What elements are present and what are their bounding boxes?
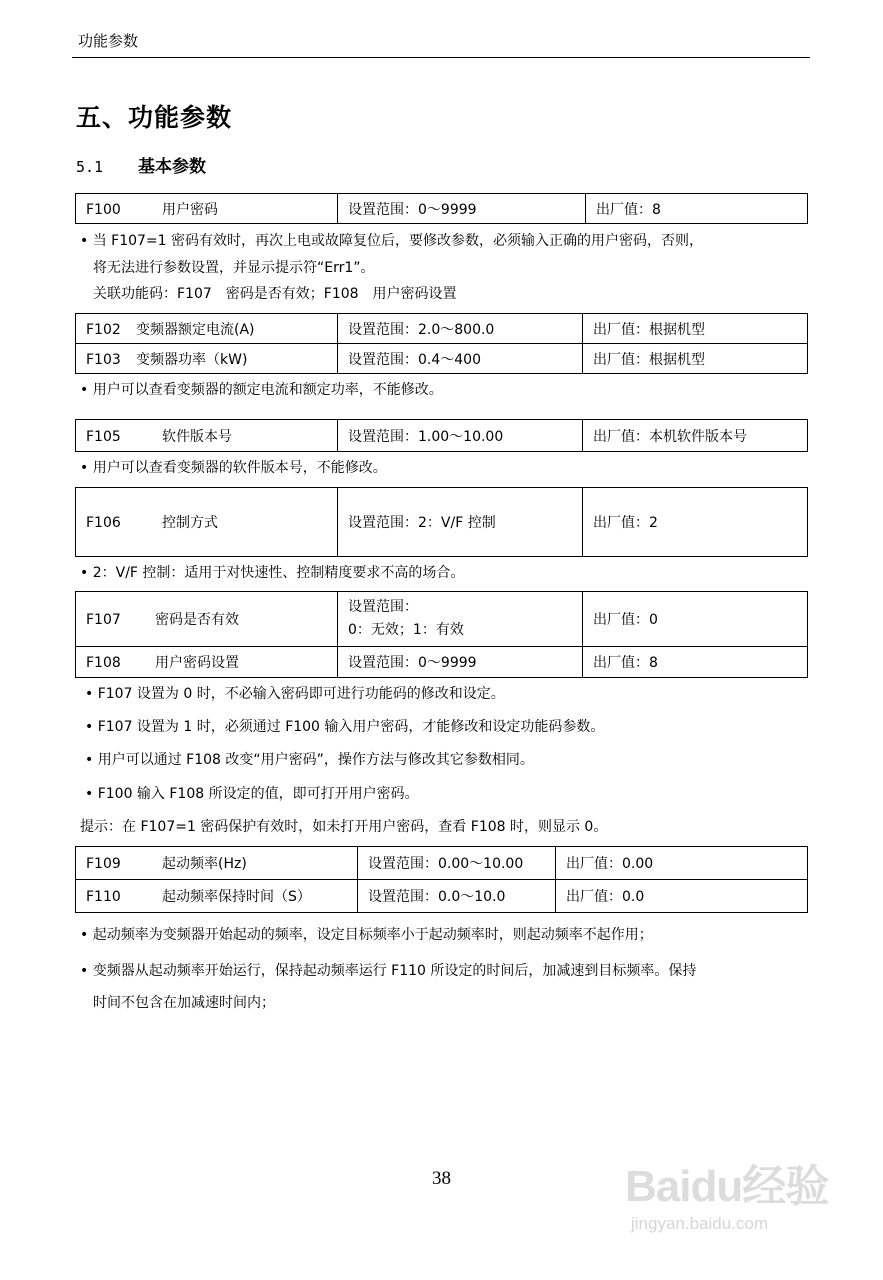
section-title: 基本参数 bbox=[138, 157, 206, 177]
param-table-f102-f103 bbox=[75, 313, 808, 374]
param-range-values: 0：无效；1：有效 bbox=[348, 622, 464, 638]
param-name: 起动频率保持时间（S） bbox=[162, 889, 311, 905]
hint-line: 提示：在 F107=1 密码保护有效时，如未打开用户密码，查看 F108 时，则显示 0。 bbox=[80, 819, 608, 835]
param-table-f100 bbox=[75, 193, 808, 224]
table-row bbox=[76, 647, 808, 678]
note-line: • 起动频率为变频器开始起动的频率，设定目标频率小于起动频率时，则起动频率不起作用； bbox=[80, 927, 653, 943]
note-line: • F107 设置为 0 时，不必输入密码即可进行功能码的修改和设定。 bbox=[85, 686, 505, 702]
param-table-f106 bbox=[75, 487, 808, 557]
param-range: 设置范围：1.00～10.00 bbox=[338, 420, 583, 452]
note-line: • 用户可以通过 F108 改变“用户密码”，操作方法与修改其它参数相同。 bbox=[85, 752, 534, 768]
page-number: 38 bbox=[432, 1168, 451, 1189]
param-code: F106 bbox=[86, 515, 121, 531]
param-cell-code-name bbox=[76, 344, 338, 374]
section-number: 5.1 bbox=[76, 158, 104, 176]
param-cell-code-name bbox=[76, 488, 338, 557]
param-name: 软件版本号 bbox=[162, 428, 232, 445]
param-default: 出厂值：2 bbox=[583, 488, 808, 557]
param-code: F103 bbox=[86, 351, 121, 368]
param-name: 密码是否有效 bbox=[155, 612, 239, 628]
table-row bbox=[76, 880, 808, 913]
param-table-f105 bbox=[75, 419, 808, 452]
table-row bbox=[76, 420, 808, 452]
watermark-url: jingyan.baidu.com bbox=[631, 1214, 769, 1233]
param-default: 出厂值：本机软件版本号 bbox=[583, 420, 808, 452]
param-default: 出厂值：0.00 bbox=[556, 847, 808, 880]
note-line: • 用户可以查看变频器的软件版本号，不能修改。 bbox=[80, 460, 387, 476]
note-line: • 当 F107=1 密码有效时，再次上电或故障复位后，要修改参数，必须输入正确的用户密码，否则， bbox=[80, 233, 704, 249]
note-line: • F107 设置为 1 时，必须通过 F100 输入用户密码，才能修改和设定功能码参数。 bbox=[85, 719, 605, 735]
table-row bbox=[76, 314, 808, 344]
param-range: 设置范围：0.0～10.0 bbox=[358, 880, 556, 913]
param-cell-code-name bbox=[76, 647, 338, 678]
param-name: 控制方式 bbox=[162, 515, 218, 531]
param-default: 出厂值：0.0 bbox=[556, 880, 808, 913]
param-range bbox=[338, 592, 583, 647]
running-header: 功能参数 bbox=[78, 32, 139, 50]
param-code: F105 bbox=[86, 428, 121, 445]
param-default: 出厂值：根据机型 bbox=[583, 314, 808, 344]
param-cell-code-name bbox=[76, 314, 338, 344]
param-cell-code-name bbox=[76, 420, 338, 452]
watermark-logo: Baidu经验 bbox=[625, 1162, 829, 1211]
param-name: 变频器功率（kW) bbox=[136, 351, 248, 368]
note-line: 时间不包含在加减速时间内； bbox=[93, 995, 275, 1011]
chapter-title: 五、功能参数 bbox=[76, 103, 233, 132]
note-line: 将无法进行参数设置，并显示提示符“Err1”。 bbox=[93, 260, 375, 276]
table-row bbox=[76, 847, 808, 880]
table-row bbox=[76, 194, 808, 224]
param-default: 出厂值：根据机型 bbox=[583, 344, 808, 374]
header-divider bbox=[72, 57, 810, 58]
note-line: • F100 输入 F108 所设定的值，即可打开用户密码。 bbox=[85, 786, 419, 802]
table-row bbox=[76, 488, 808, 557]
param-default: 出厂值：0 bbox=[583, 592, 808, 647]
param-code: F100 bbox=[86, 201, 121, 218]
param-code: F102 bbox=[86, 321, 121, 338]
param-default: 出厂值：8 bbox=[586, 194, 808, 224]
section-heading bbox=[76, 152, 206, 177]
param-table-f107-f108 bbox=[75, 591, 808, 678]
param-table-f109-f110 bbox=[75, 846, 808, 913]
param-range: 设置范围：2：V/F 控制 bbox=[338, 488, 583, 557]
param-code: F110 bbox=[86, 889, 121, 905]
param-name: 变频器额定电流(A) bbox=[136, 321, 255, 338]
table-row bbox=[76, 344, 808, 374]
param-name: 用户密码 bbox=[162, 201, 218, 218]
watermark bbox=[625, 1150, 845, 1260]
note-line: • 2：V/F 控制：适用于对快速性、控制精度要求不高的场合。 bbox=[80, 565, 465, 581]
table-row bbox=[76, 592, 808, 647]
param-range: 设置范围：0.4～400 bbox=[338, 344, 583, 374]
param-cell-code-name bbox=[76, 194, 338, 224]
param-range: 设置范围：0.00～10.00 bbox=[358, 847, 556, 880]
note-line: • 变频器从起动频率开始运行，保持起动频率运行 F110 所设定的时间后，加减速到目标频率。保持 bbox=[80, 963, 697, 979]
param-cell-code-name bbox=[76, 847, 358, 880]
param-code: F107 bbox=[86, 612, 121, 628]
param-code: F108 bbox=[86, 655, 121, 671]
param-name: 起动频率(Hz) bbox=[162, 856, 247, 872]
param-range: 设置范围：0～9999 bbox=[338, 194, 586, 224]
param-cell-code-name bbox=[76, 880, 358, 913]
param-name: 用户密码设置 bbox=[155, 655, 239, 671]
note-line: • 用户可以查看变频器的额定电流和额定功率，不能修改。 bbox=[80, 382, 443, 398]
param-default: 出厂值：8 bbox=[583, 647, 808, 678]
param-cell-code-name bbox=[76, 592, 338, 647]
param-range: 设置范围：0～9999 bbox=[338, 647, 583, 678]
param-range-label: 设置范围： bbox=[348, 599, 418, 615]
param-code: F109 bbox=[86, 856, 121, 872]
note-line: 关联功能码：F107 密码是否有效；F108 用户密码设置 bbox=[93, 286, 457, 302]
param-range: 设置范围：2.0～800.0 bbox=[338, 314, 583, 344]
